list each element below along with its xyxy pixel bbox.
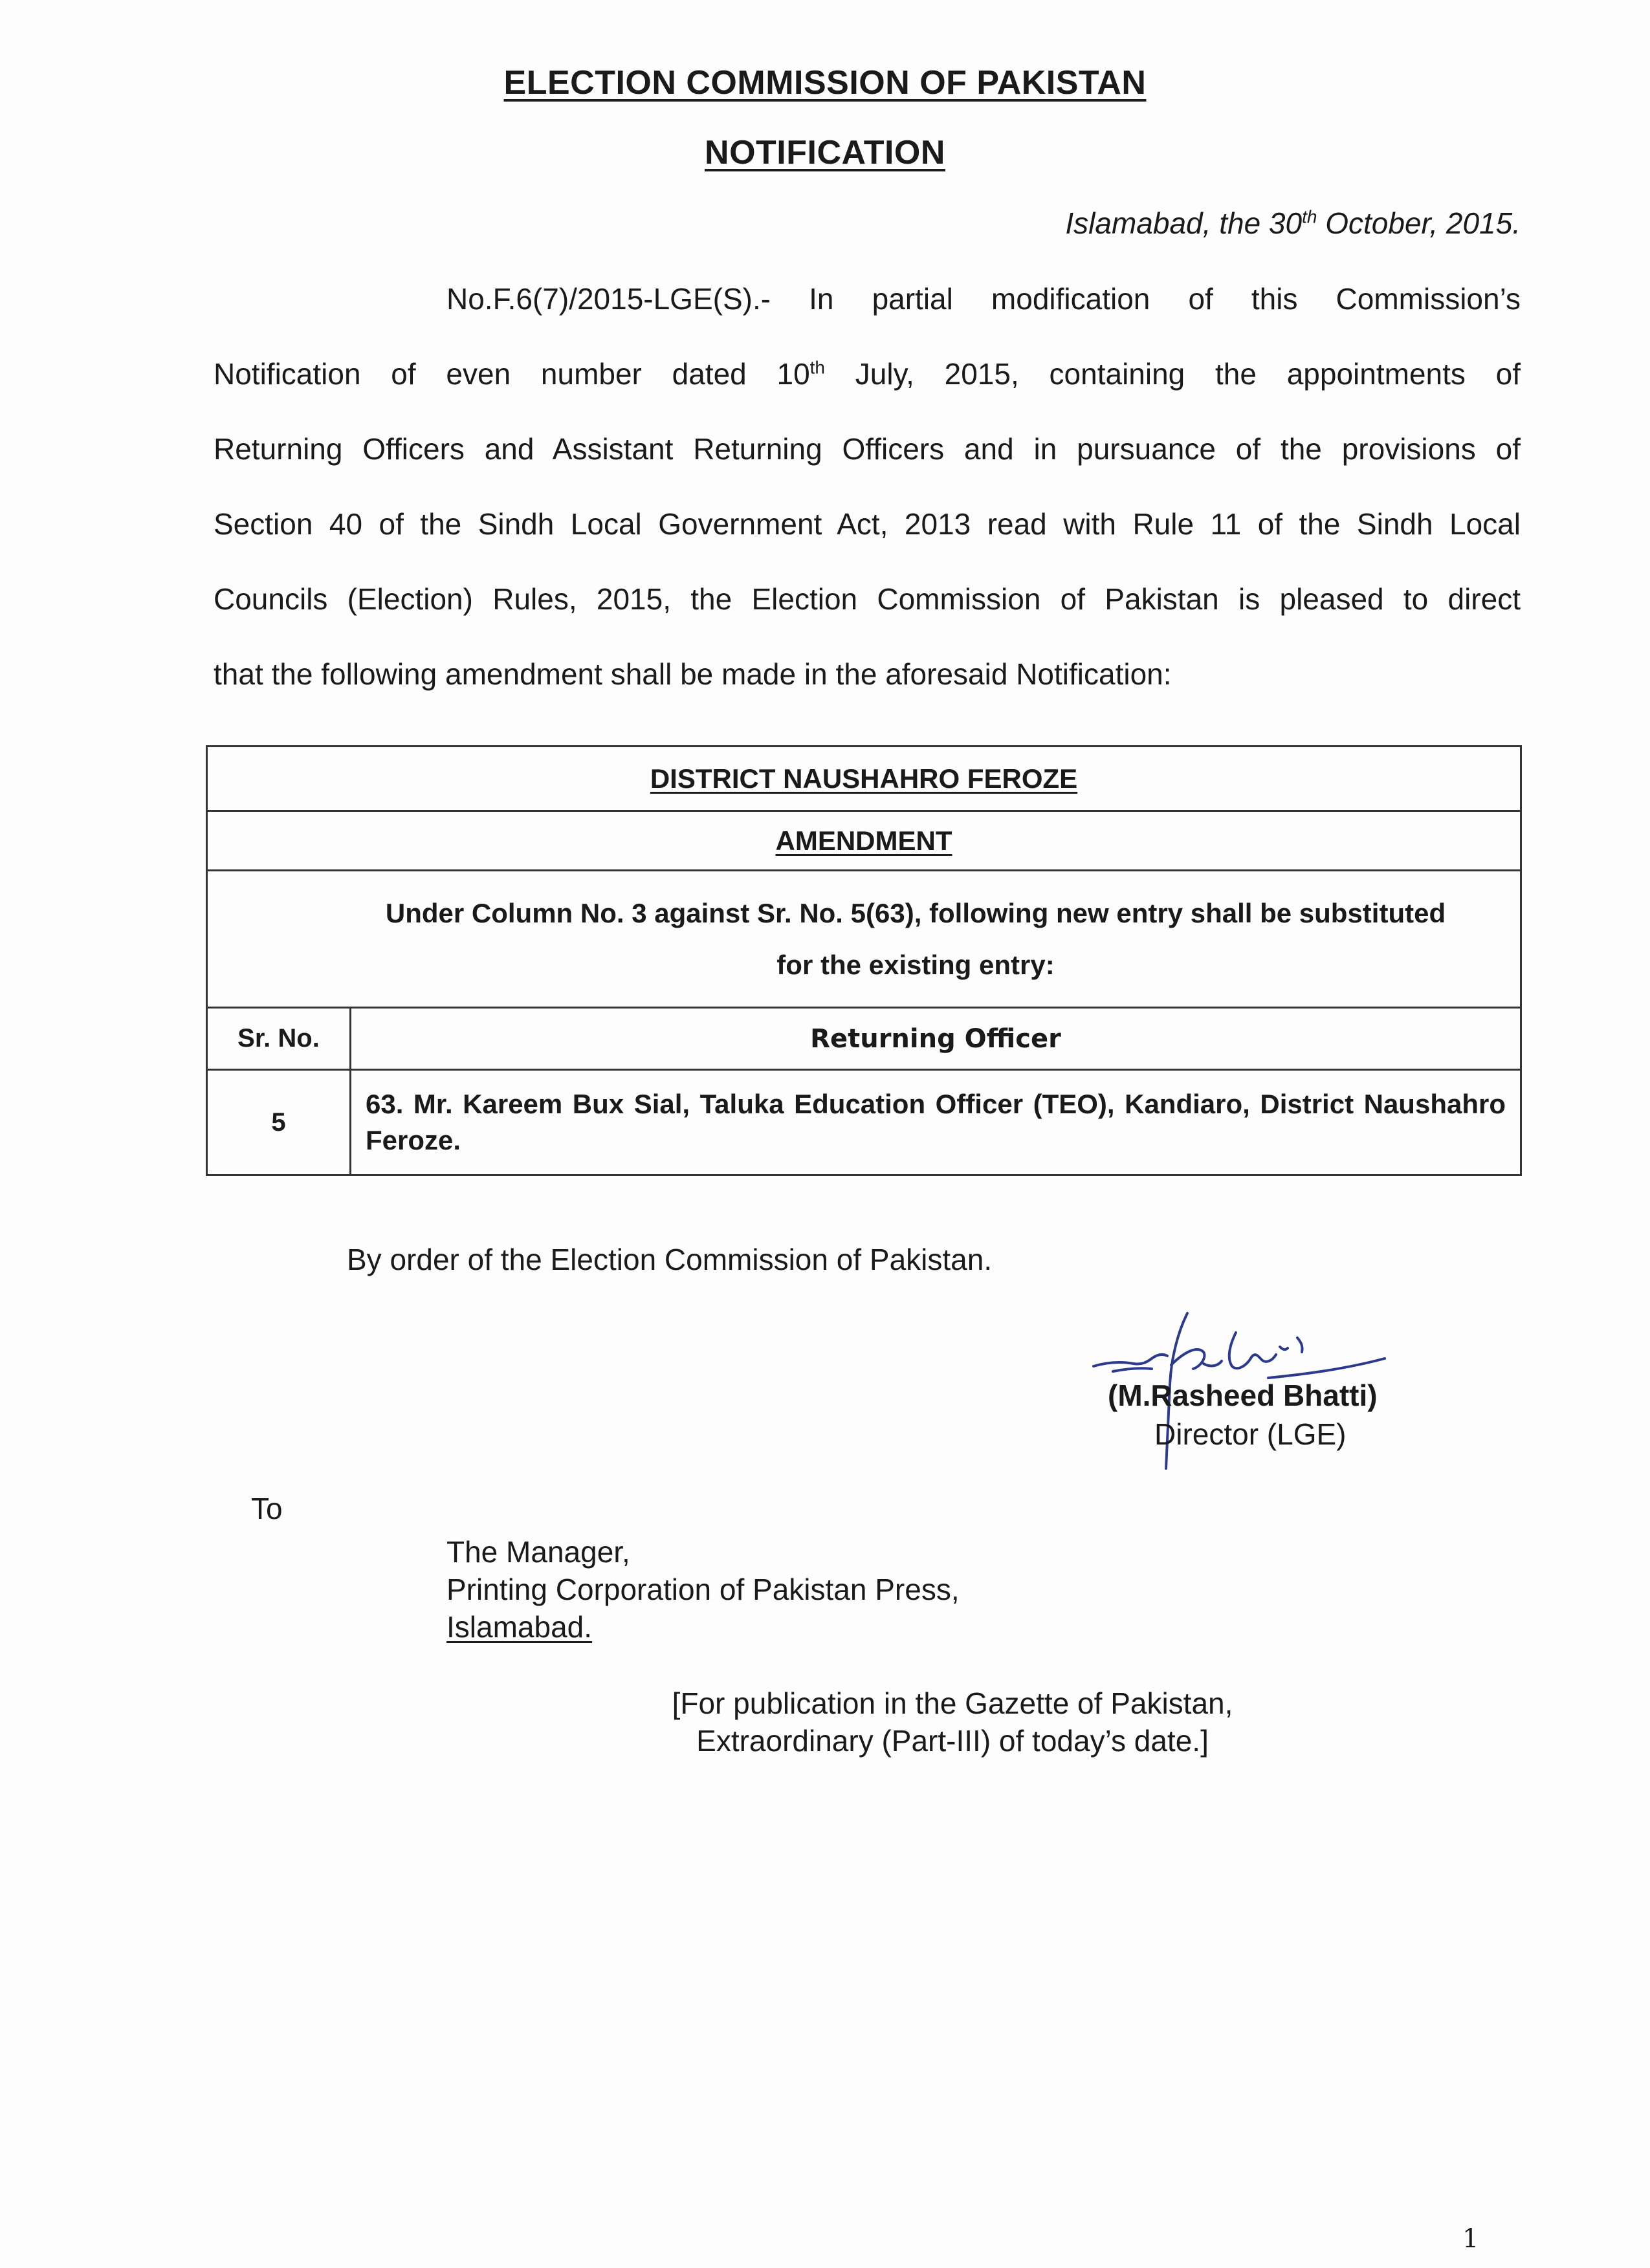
table-header-row	[208, 1009, 1520, 1071]
body-line-2	[214, 336, 1521, 411]
addressee-line-2: Printing Corporation of Pakistan Press,	[446, 1573, 960, 1606]
row-sr-no: 5	[208, 1071, 351, 1174]
addressee-line-3: Islamabad.	[446, 1610, 593, 1644]
table-row	[208, 1071, 1520, 1174]
order-line: By order of the Election Commission of Pakistan.	[347, 1243, 993, 1276]
body-line-2-sup: th	[809, 357, 826, 378]
body-paragraph-cont	[214, 336, 1521, 712]
signer-name: (M.Rasheed Bhatti)	[1108, 1379, 1378, 1412]
to-label: To	[251, 1492, 283, 1525]
dateline-suffix: October, 2015.	[1317, 206, 1521, 240]
body-line-2-prefix: Notification of even number dated 10	[214, 357, 810, 391]
instruction-line-2: for the existing entry:	[776, 949, 1055, 980]
column-header-returning-officer: Returning Officer	[810, 1023, 1061, 1054]
table-row-amendment	[208, 812, 1520, 871]
body-paragraph	[214, 261, 1521, 336]
body-line-5: Councils (Election) Rules, 2015, the Election Commission of Pakistan is pleased to direct	[214, 582, 1521, 616]
dateline-prefix: Islamabad, the 30	[1065, 206, 1303, 240]
document-subtitle: NOTIFICATION	[705, 134, 945, 171]
signer-title: Director (LGE)	[1154, 1417, 1347, 1451]
dateline	[1065, 206, 1521, 241]
publication-line-2: Extraordinary (Part-III) of today’s date.]	[696, 1724, 1209, 1758]
table-row-instruction	[208, 871, 1520, 1009]
publication-line-1: [For publication in the Gazette of Pakistan,	[672, 1686, 1233, 1720]
body-line-6: that the following amendment shall be made in the aforesaid Notification:	[214, 657, 1172, 691]
body-line-1: No.F.6(7)/2015-LGE(S).- In partial modification of this Commission’s	[446, 282, 1521, 316]
dateline-sup: th	[1302, 206, 1317, 227]
column-header-sr-no: Sr. No.	[208, 1009, 351, 1069]
row-entry: 63. Mr. Kareem Bux Sial, Taluka Education Officer (TEO), Kandiaro, District Naushahro Feroze.	[366, 1089, 1506, 1155]
body-line-4: Section 40 of the Sindh Local Government Act, 2013 read with Rule 11 of the Sindh Local	[214, 507, 1521, 541]
amendment-heading: AMENDMENT	[775, 825, 952, 856]
table-row-district	[208, 747, 1520, 812]
district-heading: DISTRICT NAUSHAHRO FEROZE	[650, 763, 1078, 794]
document-title: ELECTION COMMISSION OF PAKISTAN	[503, 64, 1147, 102]
instruction-line-1: Under Column No. 3 against Sr. No. 5(63), following new entry shall be substituted	[385, 897, 1446, 928]
addressee-line-1: The Manager,	[446, 1535, 630, 1569]
body-line-2-suffix: July, 2015, containing the appointments of	[825, 357, 1521, 391]
page-number: 1	[1462, 2224, 1479, 2254]
amendment-table	[206, 745, 1522, 1176]
body-line-3: Returning Officers and Assistant Returning Officers and in pursuance of the provisions of	[214, 432, 1521, 466]
